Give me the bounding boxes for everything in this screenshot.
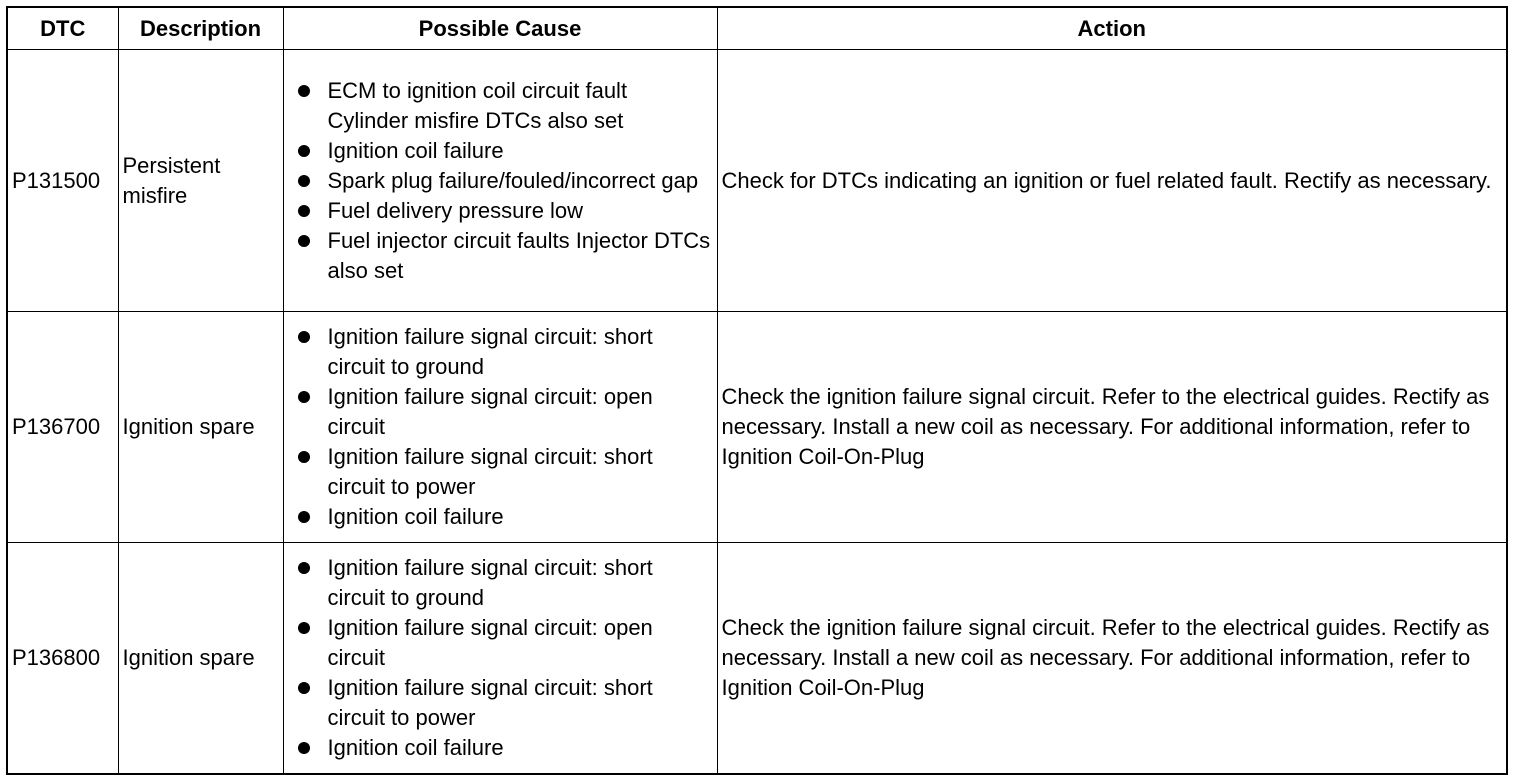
cause-text: Ignition failure signal circuit: short circuit to ground bbox=[327, 324, 653, 379]
cause-item bbox=[288, 613, 713, 673]
table-row bbox=[7, 543, 1507, 774]
bullet-icon bbox=[298, 145, 310, 157]
cause-text: Spark plug failure/fouled/incorrect gap bbox=[327, 167, 699, 193]
bullet-icon bbox=[298, 622, 310, 634]
cause-text: Ignition coil failure bbox=[327, 504, 504, 529]
dtc-code: P136700 bbox=[7, 312, 118, 543]
cause-text: ECM to ignition coil circuit fault Cylinder misfire DTCs also set bbox=[327, 77, 628, 133]
dtc-description: Ignition spare bbox=[118, 312, 283, 543]
bullet-icon bbox=[298, 682, 310, 694]
cause-text: Ignition failure signal circuit: open circuit bbox=[327, 614, 653, 670]
cause-list bbox=[288, 553, 713, 763]
cause-item bbox=[288, 322, 713, 382]
bullet-icon bbox=[298, 451, 310, 463]
dtc-code: P136800 bbox=[7, 543, 118, 774]
possible-cause-cell bbox=[283, 543, 717, 774]
bullet-icon bbox=[298, 742, 310, 754]
bullet-icon bbox=[298, 391, 310, 403]
cause-item bbox=[288, 226, 713, 286]
cause-item bbox=[288, 733, 713, 763]
bullet-icon bbox=[298, 562, 310, 574]
cause-list bbox=[288, 76, 713, 286]
cause-item bbox=[288, 502, 713, 532]
bullet-icon bbox=[298, 235, 310, 247]
cause-item bbox=[288, 382, 713, 442]
cause-text: Ignition failure signal circuit: short circuit to ground bbox=[327, 554, 653, 610]
header-action: Action bbox=[717, 7, 1507, 50]
cause-item bbox=[288, 673, 713, 733]
cause-text: Ignition coil failure bbox=[327, 734, 504, 760]
bullet-icon bbox=[298, 331, 310, 343]
dtc-description: Persistent misfire bbox=[118, 50, 283, 312]
cause-list bbox=[288, 322, 713, 532]
header-possible-cause: Possible Cause bbox=[283, 7, 717, 50]
bullet-icon bbox=[298, 511, 310, 523]
cause-item bbox=[288, 442, 713, 502]
cause-text: Ignition coil failure bbox=[327, 137, 504, 163]
cause-text: Fuel delivery pressure low bbox=[327, 197, 584, 223]
cause-text: Ignition failure signal circuit: open circuit bbox=[327, 384, 653, 439]
dtc-table bbox=[6, 6, 1508, 775]
possible-cause-cell bbox=[283, 312, 717, 543]
cause-item bbox=[288, 553, 713, 613]
action-text: Check the ignition failure signal circuit. Refer to the electrical guides. Rectify as necessary. Install a new coil as necessary. For additional information, refer to Ignition Coil-On-Plug bbox=[717, 543, 1507, 774]
cause-text: Ignition failure signal circuit: short circuit to power bbox=[327, 674, 653, 730]
header-description: Description bbox=[118, 7, 283, 50]
bullet-icon bbox=[298, 205, 310, 217]
table-row bbox=[7, 312, 1507, 543]
cause-item bbox=[288, 166, 713, 196]
cause-text: Ignition failure signal circuit: short circuit to power bbox=[327, 444, 653, 499]
cause-text: Fuel injector circuit faults Injector DTCs also set bbox=[327, 227, 711, 283]
action-text: Check for DTCs indicating an ignition or fuel related fault. Rectify as necessary. bbox=[717, 50, 1507, 312]
cause-item bbox=[288, 136, 713, 166]
possible-cause-cell bbox=[283, 50, 717, 312]
action-text: Check the ignition failure signal circuit. Refer to the electrical guides. Rectify as necessary. Install a new coil as necessary. For additional information, refer to Ignition Coil-On-Plug bbox=[717, 312, 1507, 543]
table-row bbox=[7, 50, 1507, 312]
dtc-code: P131500 bbox=[7, 50, 118, 312]
table-header-row bbox=[7, 7, 1507, 50]
cause-item bbox=[288, 196, 713, 226]
bullet-icon bbox=[298, 85, 310, 97]
dtc-description: Ignition spare bbox=[118, 543, 283, 774]
header-dtc: DTC bbox=[7, 7, 118, 50]
cause-item bbox=[288, 76, 713, 136]
bullet-icon bbox=[298, 175, 310, 187]
